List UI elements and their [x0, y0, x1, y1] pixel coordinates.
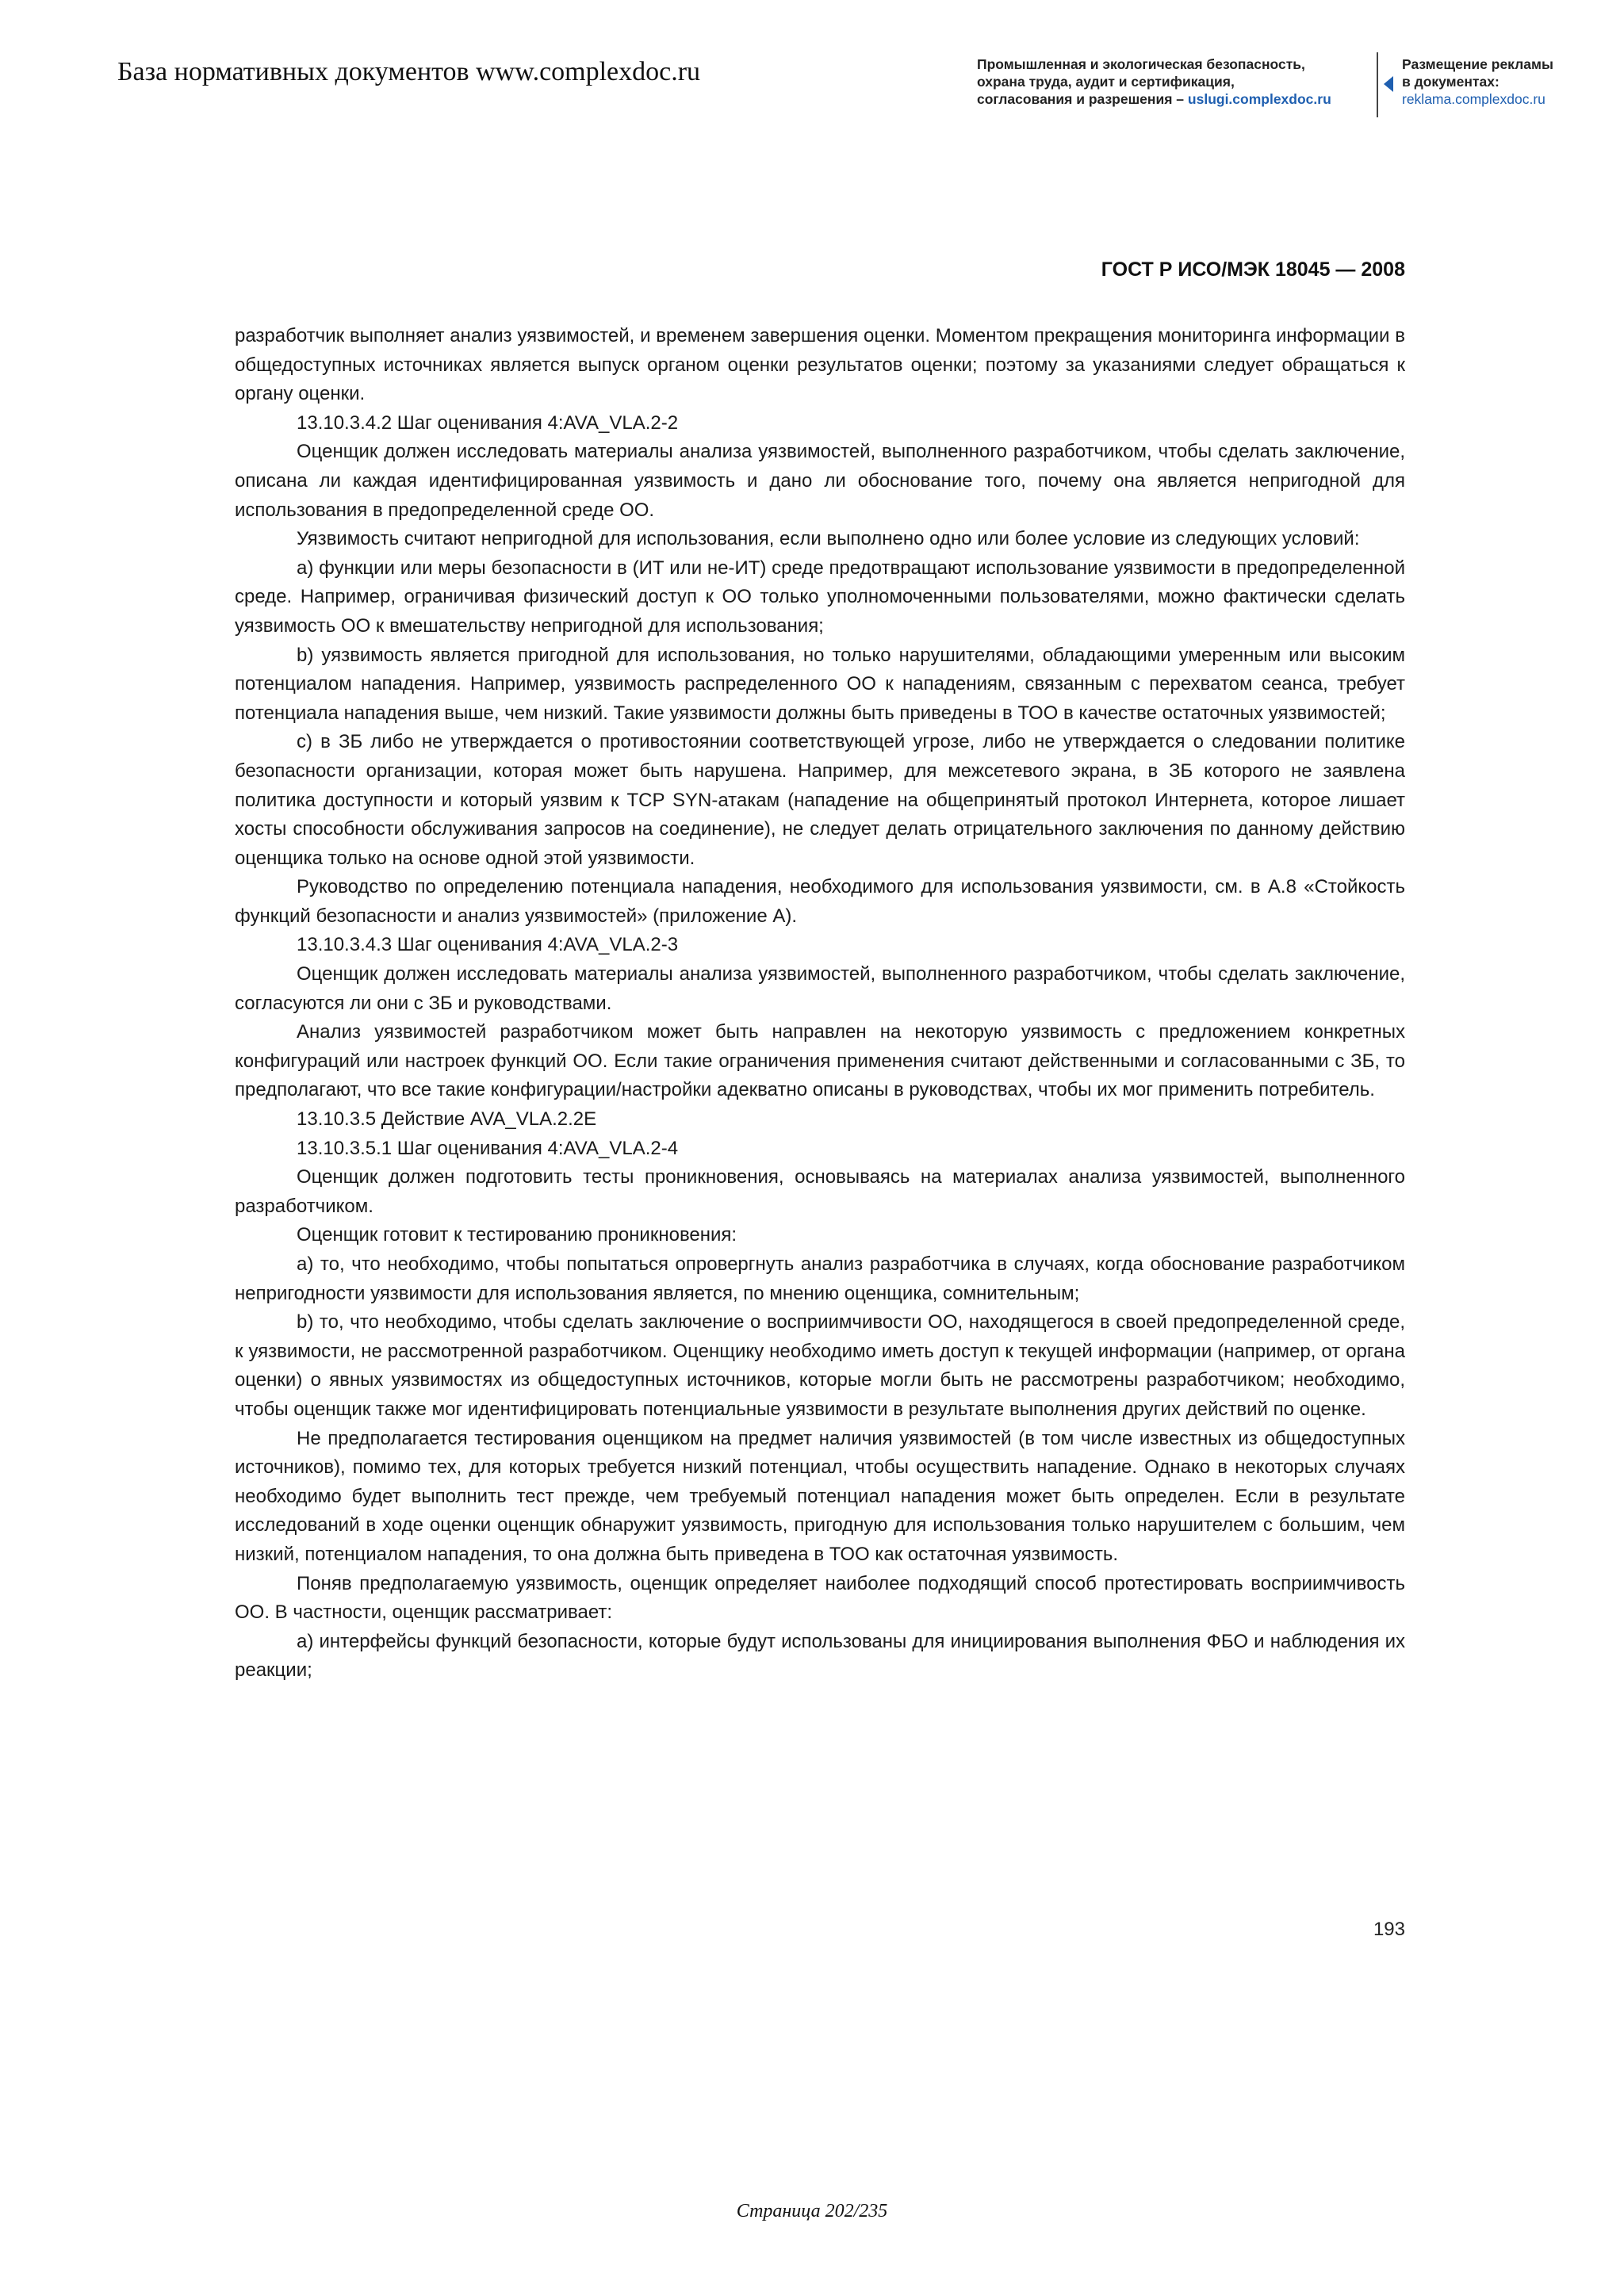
arrow-left-icon	[1384, 76, 1393, 92]
promo-services-line3	[977, 90, 1373, 108]
promo-advertising[interactable]	[1402, 55, 1600, 108]
paragraph: Уязвимость считают непригодной для использования, если выполнено одно или более условие из следующих условий:	[297, 528, 1360, 550]
list-item: b) уязвимость является пригодной для использования, но только нарушителями, обладающими умеренным или высоким потенциалом нападения. Например, уязвимость распределенного ОО к нападениям, связанным с перехватом сеанса, требует потенциала нападения выше, чем низкий. Такие уязвимости должны быть приведены в ТОО в качестве остаточных уязвимостей;	[235, 644, 1405, 724]
promo-divider	[1377, 52, 1378, 117]
promo-advertising-line1: Размещение рекламы	[1402, 56, 1553, 72]
paragraph: Оценщик готовит к тестированию проникновения:	[297, 1224, 737, 1246]
paragraph: Анализ уязвимостей разработчиком может быть направлен на некоторую уязвимость с предложением конкретных конфигураций или настроек функций ОО. Если такие ограничения применения считают действенными и согласованными с ЗБ, то предполагают, что все такие конфигурации/настройки адекватно описаны в руководствах, чтобы их мог применить потребитель.	[235, 1021, 1405, 1101]
paragraph: Не предполагается тестирования оценщиком на предмет наличия уязвимостей (в том числе известных из общедоступных источников), помимо тех, для которых требуется низкий потенциал, чтобы осуществить нападение. Однако в некоторых случаях необходимо будет выполнить тест прежде, чем требуемый потенциал нападения может быть определен. Если в результате исследований в ходе оценки оценщик обнаружит уязвимость, пригодную для использования только нарушителем с большим, чем низкий, потенциалом нападения, то она должна быть приведена в ТОО как остаточная уязвимость.	[235, 1427, 1405, 1565]
promo-services-line2: охрана труда, аудит и сертификация,	[977, 74, 1235, 90]
paragraph: Поняв предполагаемую уязвимость, оценщик определяет наиболее подходящий способ протестировать восприимчивость ОО. В частности, оценщик рассматривает:	[235, 1572, 1405, 1624]
paragraph: Руководство по определению потенциала нападения, необходимого для использования уязвимости, см. в А.8 «Стойкость функций безопасности и анализ уязвимостей» (приложение А).	[235, 876, 1405, 927]
list-item: c) в ЗБ либо не утверждается о противостоянии соответствующей угрозе, либо не утверждается о следовании политике безопасности организации, которая может быть нарушена. Например, для межсетевого экрана, в ЗБ которого не заявлена политика доступности и который уязвим к TCP SYN-атакам (нападение на общепринятый протокол Интернета, которое лишает хосты способности обслуживания запросов на соединение), не следует делать отрицательного заключения по данному действию оценщика только на основе одной этой уязвимости.	[235, 731, 1405, 869]
document-code: ГОСТ Р ИСО/МЭК 18045 — 2008	[1101, 258, 1405, 281]
list-item: a) функции или меры безопасности в (ИТ или не-ИТ) среде предотвращают использование уязвимости в предопределенной среде. Например, ограничивая физический доступ к ОО только уполномоченными пользователями, можно фактически сделать уязвимость ОО к вмешательству непригодной для использования;	[235, 557, 1405, 637]
section-heading: 13.10.3.5 Действие AVA_VLA.2.2E	[297, 1108, 597, 1131]
promo-services[interactable]	[977, 55, 1373, 108]
paragraph: Оценщик должен подготовить тесты проникновения, основываясь на материалах анализа уязвимостей, выполненного разработчиком.	[235, 1166, 1405, 1217]
list-item: a) интерфейсы функций безопасности, которые будут использованы для инициирования выполнения ФБО и наблюдения их реакции;	[235, 1630, 1405, 1682]
list-item: a) то, что необходимо, чтобы попытаться опровергнуть анализ разработчика в случаях, когда обоснование разработчиком непригодности уязвимости для использования является, по мнению оценщика, сомнительным;	[235, 1253, 1405, 1304]
site-title: База нормативных документов www.complexdoc.ru	[117, 57, 701, 86]
list-item: b) то, что необходимо, чтобы сделать заключение о восприимчивости ОО, находящегося в своей предопределенной среде, к уязвимости, не рассмотренной разработчиком. Оценщику необходимо иметь доступ к текущей информации (например, от органа оценки) о явных уязвимостях из общедоступных источников, которые могли быть не рассмотрены разработчиком; необходимо, чтобы оценщик также мог идентифицировать потенциальные уязвимости в результате выполнения других действий по оценке.	[235, 1311, 1405, 1420]
promo-advertising-line2: в документах:	[1402, 74, 1500, 90]
section-heading: 13.10.3.4.3 Шаг оценивания 4:AVA_VLA.2-3	[297, 934, 679, 956]
document-body	[235, 322, 1405, 1686]
section-heading: 13.10.3.4.2 Шаг оценивания 4:AVA_VLA.2-2	[297, 411, 679, 434]
section-heading: 13.10.3.5.1 Шаг оценивания 4:AVA_VLA.2-4	[297, 1137, 679, 1159]
paragraph: Оценщик должен исследовать материалы анализа уязвимостей, выполненного разработчиком, чтобы сделать заключение, описана ли каждая идентифицированная уязвимость и дано ли обоснование того, почему она является непригодной для использования в предопределенной среде ОО.	[235, 441, 1405, 521]
reklama-link[interactable]: reklama.complexdoc.ru	[1402, 91, 1545, 107]
promo-services-line1: Промышленная и экологическая безопасность,	[977, 56, 1305, 72]
promo-services-line3-text: согласования и разрешения –	[977, 91, 1188, 107]
page-number: 193	[1373, 1919, 1405, 1940]
paragraph: разработчик выполняет анализ уязвимостей, и временем завершения оценки. Моментом прекращения мониторинга информации в общедоступных источниках является выпуск органом оценки результатов оценки; поэтому за указаниями следует обращаться к органу оценки.	[235, 325, 1405, 405]
paragraph: Оценщик должен исследовать материалы анализа уязвимостей, выполненного разработчиком, чтобы сделать заключение, согласуются ли они с ЗБ и руководствами.	[235, 963, 1405, 1014]
uslugi-link[interactable]: uslugi.complexdoc.ru	[1187, 91, 1331, 107]
page-footer: Страница 202/235	[736, 2201, 888, 2221]
